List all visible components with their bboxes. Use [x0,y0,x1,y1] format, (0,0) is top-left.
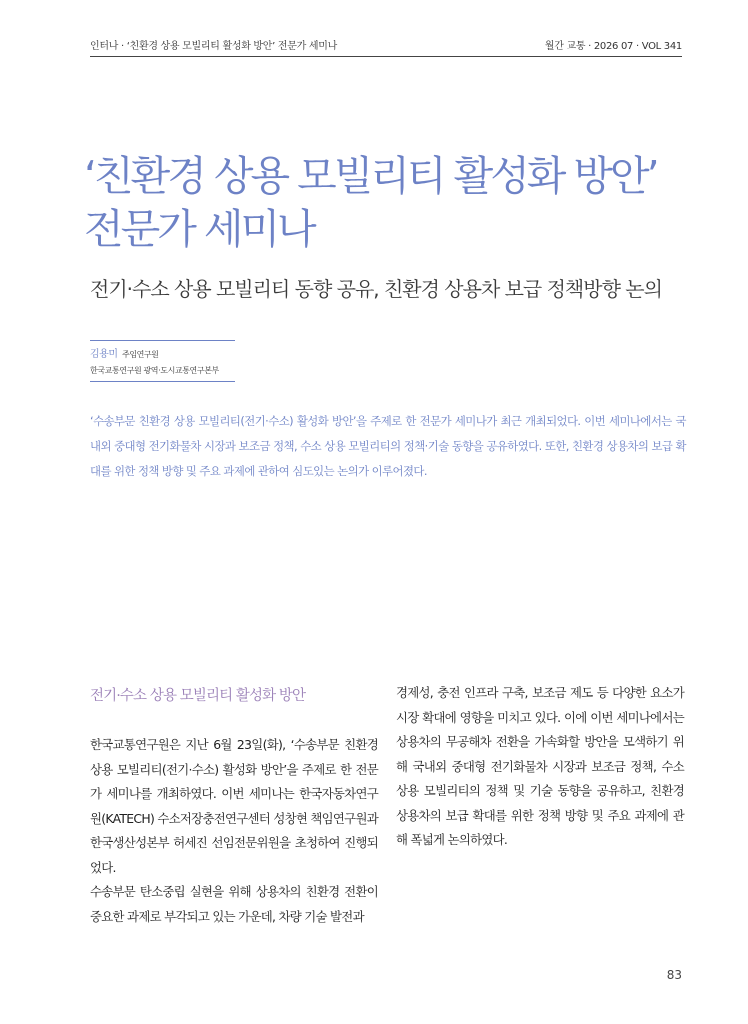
author-organization: 한국교통연구원 광역·도시교통연구본부 [90,365,235,382]
running-header-left: 인터나 · ‘친환경 상용 모빌리티 활성화 방안’ 전문가 세미나 [90,41,337,52]
running-header-right: 월간 교통 · 2026 07 · VOL 341 [544,41,682,52]
body-paragraph-2-start: 수송부문 탄소중립 실현을 위해 상용차의 친환경 전환이 중요한 과제로 부각되고 있는 가운데, 차량 기술 발전과 [90,884,378,924]
author-name: 김용미 [90,349,118,360]
article-title-line-1: ‘친환경 상용 모빌리티 활성화 방안’ [84,152,657,200]
article-title-line-2: 전문가 세미나 [84,205,314,253]
running-header [90,34,682,57]
author-role: 주임연구원 [122,350,159,359]
section-heading: 전기·수소 상용 모빌리티 활성화 방안 [90,688,306,704]
author-line [90,345,235,360]
author-top-rule [90,340,235,341]
body-paragraph-1: 한국교통연구원은 지난 6월 23일(화), ‘수송부문 친환경 상용 모빌리티(전기·수소) 활성화 방안’을 주제로 한 전문가 세미나를 개최하였다. 이번 세미나는 한국자동차연구원(KATECH) 수소저장충전연구센터 성창현 책임연구원과 한국생산성본부 허세진 선임전문위원을 초청하여 진행되었다. [90,737,378,875]
body-paragraph-2-continued: 경제성, 충전 인프라 구축, 보조금 제도 등 다양한 요소가 시장 확대에 영향을 미치고 있다. 이에 이번 세미나에서는 상용차의 무공해차 전환을 가속화할 방안을 모색하기 위해 국내외 중대형 전기화물차 시장과 보조금 정책, 수소 상용 모빌리티의 정책 및 기술 동향을 공유하고, 친환경 상용차의 보급 확대를 위한 정책 방향 및 주요 과제에 관해 폭넓게 논의하였다. [396,685,684,847]
article-title [84,150,704,256]
author-block [90,340,235,382]
lead-paragraph: ‘수송부문 친환경 상용 모빌리티(전기·수소) 활성화 방안’을 주제로 한 전문가 세미나가 최근 개최되었다. 이번 세미나에서는 국내외 중대형 전기화물차 시장과 보조금 정책, 수소 상용 모빌리티의 정책·기술 동향을 공유하였다. 또한, 친환경 상용차의 보급 확대를 위한 정책 방향 및 주요 과제에 관하여 심도있는 논의가 이루어졌다. [90,414,686,478]
body-column-left [90,733,378,929]
article-subtitle: 전기·수소 상용 모빌리티 동향 공유, 친환경 상용차 보급 정책방향 논의 [90,277,662,301]
body-column-right [396,681,684,853]
page-number: 83 [666,968,682,982]
